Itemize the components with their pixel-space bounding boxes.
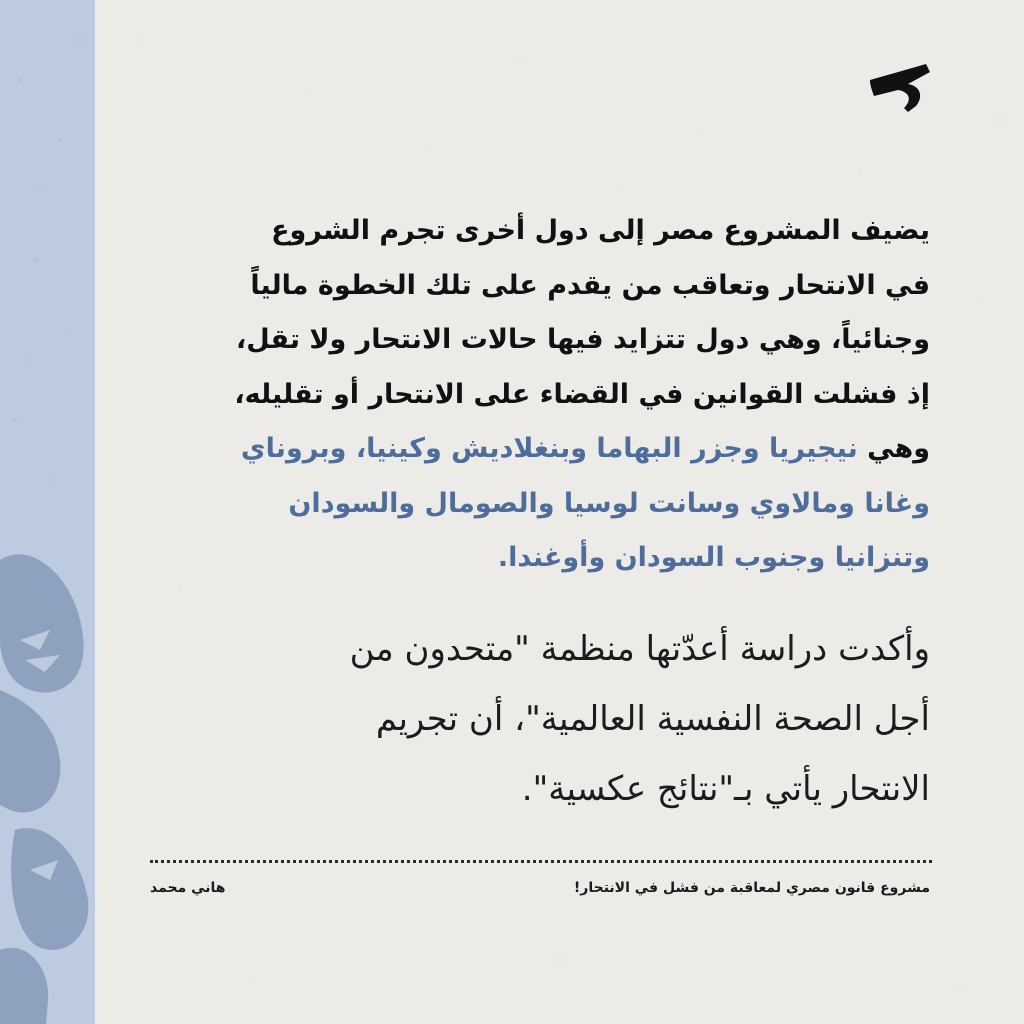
dotted-divider — [150, 860, 932, 863]
text-line — [170, 477, 930, 532]
quote-line: الانتحار يأتي بـ"نتائج عكسية". — [521, 769, 930, 809]
quote-line: أجل الصحة النفسية العالمية"، أن تجريم — [375, 699, 930, 739]
text-line — [170, 368, 930, 423]
decorative-side-strip — [0, 0, 95, 1024]
text-line — [170, 531, 930, 586]
highlighted-countries: وتنزانيا وجنوب السودان وأوغندا. — [497, 542, 930, 573]
quote-line: وأكدت دراسة أعدّتها منظمة "متحدون من — [349, 629, 930, 669]
floral-silhouette-icon — [0, 0, 95, 1024]
article-title: مشروع قانون مصري لمعاقبة من فشل في الانتحار! — [573, 880, 930, 896]
line-text: في الانتحار وتعاقب من يقدم على تلك الخطوة مالياً — [250, 269, 930, 301]
text-line — [170, 259, 930, 314]
highlighted-countries: وغانا ومالاوي وسانت لوسيا والصومال والسودان — [288, 487, 930, 519]
text-line — [170, 422, 930, 477]
text-line — [170, 204, 930, 259]
main-paragraph — [170, 204, 930, 586]
text-line — [170, 313, 930, 368]
line-text: يضيف المشروع مصر إلى دول أخرى تجرم الشروع — [271, 215, 930, 246]
brand-logo-icon — [868, 62, 932, 114]
highlighted-countries: نيجيريا وجزر البهاما وبنغلاديش وكينيا، وبروناي — [240, 433, 858, 464]
line-text: وهي — [857, 433, 930, 464]
line-text: إذ فشلت القوانين في القضاء على الانتحار أو تقليله، — [234, 378, 930, 410]
author-name: هاني محمد — [150, 880, 226, 896]
line-text: وجنائياً، وهي دول تتزايد فيها حالات الانتحار ولا تقل، — [236, 324, 930, 355]
quote-paragraph — [170, 614, 930, 824]
